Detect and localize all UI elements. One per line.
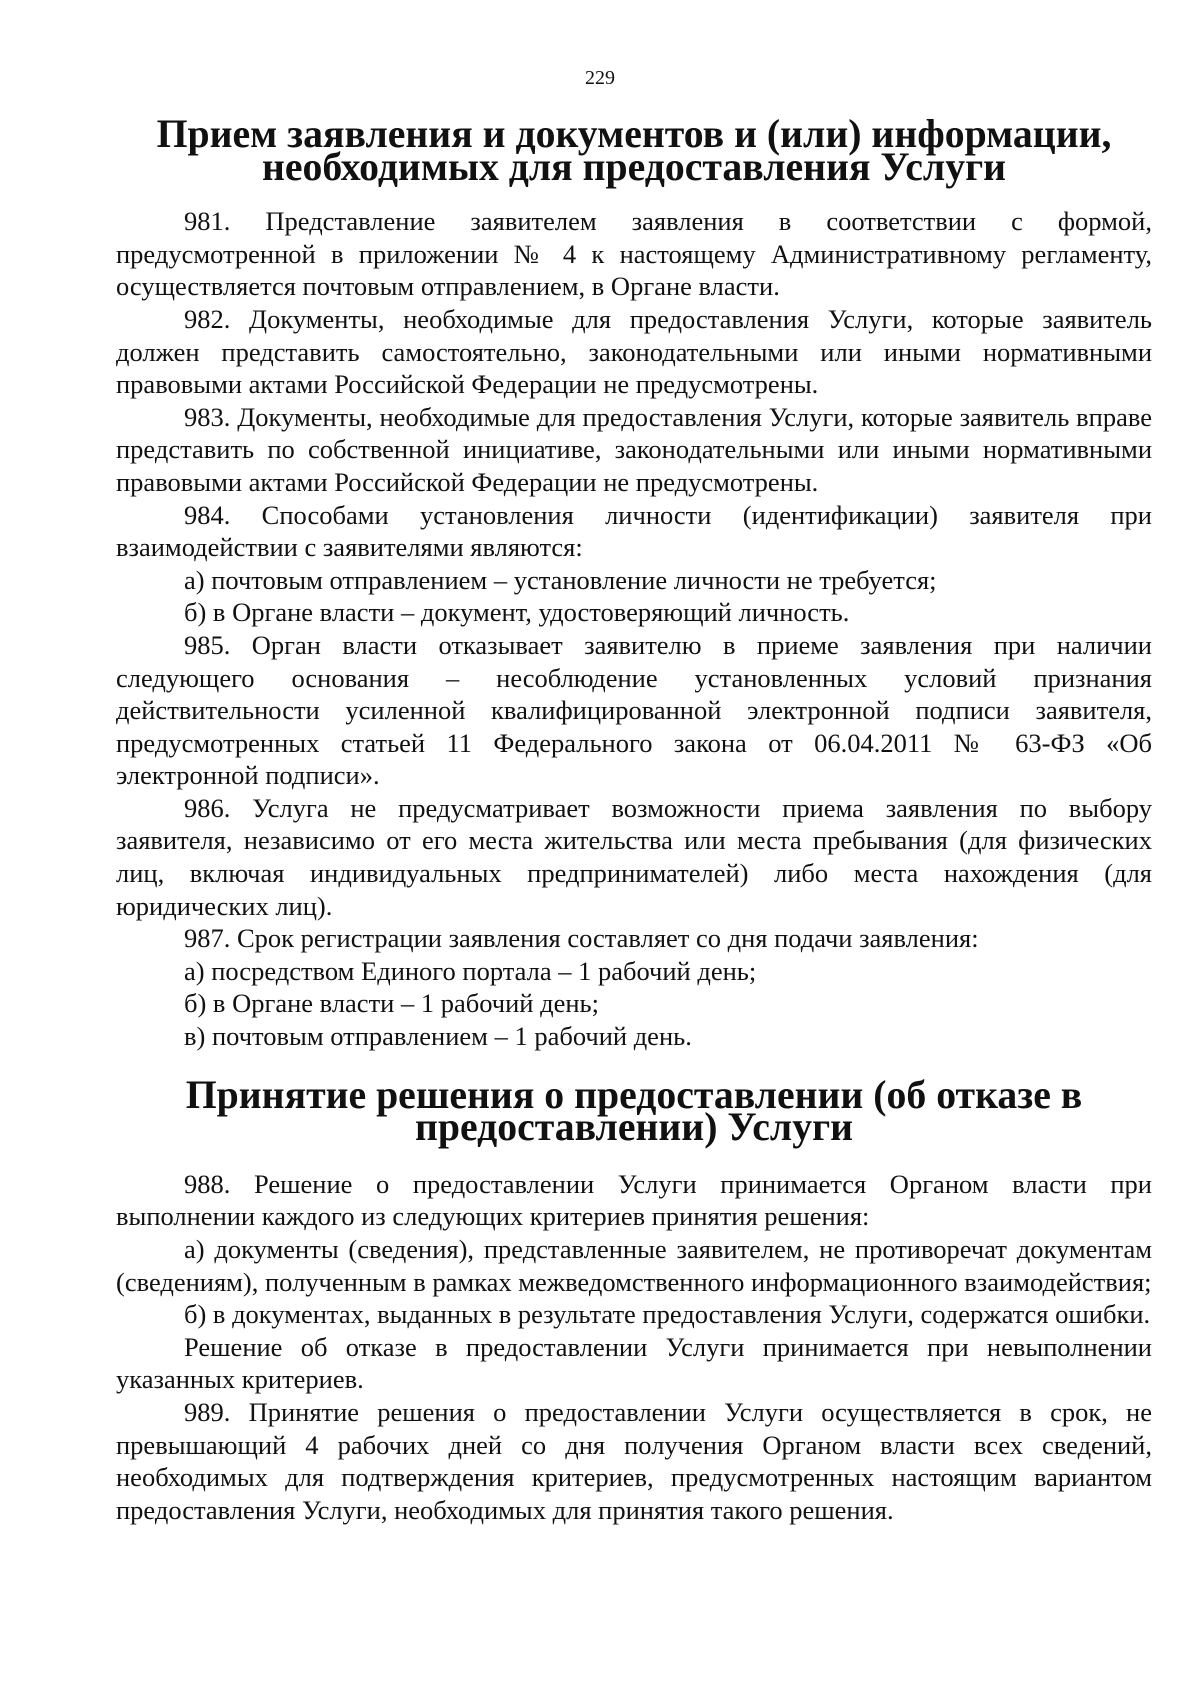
page-number: 229 xyxy=(585,67,615,89)
section-heading-decision: Принятие решения о предоставлении (об отказе в предоставлении) Услуги xyxy=(185,1072,1083,1150)
document-body xyxy=(116,112,1152,1526)
paragraph-987-a: а) посредством Единого портала – 1 рабочий день; xyxy=(184,955,757,986)
paragraph-981: 981. Представление заявителем заявления в соответствии с формой, предусмотренной в приложении № 4 к настоящему Административному регламенту, осуществляется почтовым отправлением, в Органе власти. xyxy=(116,206,1152,302)
section-heading-reception: Прием заявления и документов и (или) информации, необходимых для предоставления Услуги xyxy=(156,112,1112,189)
paragraph-984-a: а) почтовым отправлением – установление личности не требуется; xyxy=(184,564,937,595)
paragraph-988: 988. Решение о предоставлении Услуги принимается Органом власти при выполнении каждого из следующих критериев принятия решения: xyxy=(116,1168,1152,1232)
paragraph-984: 984. Способами установления личности (идентификации) заявителя при взаимодействии с заявителями являются: xyxy=(116,499,1152,563)
paragraph-986: 986. Услуга не предусматривает возможности приема заявления по выбору заявителя, независимо от его места жительства или места пребывания (для физических лиц, включая индивидуальных предпринимателей) либо места нахождения (для юридических лиц). xyxy=(116,792,1152,921)
paragraph-988-a: а) документы (сведения), представленные заявителем, не противоречат документам (сведениям), полученным в рамках межведомственного информационного взаимодействия; xyxy=(116,1234,1152,1297)
paragraph-987: 987. Срок регистрации заявления составляет со дня подачи заявления: xyxy=(184,923,979,954)
paragraph-988-b: б) в документах, выданных в результате предоставления Услуги, содержатся ошибки. xyxy=(184,1299,1151,1330)
paragraph-984-b: б) в Органе власти – документ, удостоверяющий личность. xyxy=(184,597,850,628)
paragraph-987-c: в) почтовым отправлением – 1 рабочий день. xyxy=(184,1021,692,1052)
paragraph-982: 982. Документы, необходимые для предоставления Услуги, которые заявитель должен представить самостоятельно, законодательными или иными нормативными правовыми актами Российской Федерации не предусмотрены. xyxy=(116,303,1152,400)
paragraph-989: 989. Принятие решения о предоставлении Услуги осуществляется в срок, не превышающий 4 рабочих дней со дня получения Органом власти всех сведений, необходимых для подтверждения критериев, предусмотренных настоящим вариантом предоставления Услуги, необходимых для принятия такого решения. xyxy=(116,1396,1152,1525)
paragraph-985: 985. Орган власти отказывает заявителю в приеме заявления при наличии следующего основания – несоблюдение установленных условий признания действительности усиленной квалифицированной электронной подписи заявителя, предусмотренных статьей 11 Федерального закона от 06.04.2011 № 63-ФЗ «Об электронной подписи». xyxy=(116,629,1152,791)
paragraph-988-refusal: Решение об отказе в предоставлении Услуги принимается при невыполнении указанных критериев. xyxy=(116,1331,1152,1395)
paragraph-987-b: б) в Органе власти – 1 рабочий день; xyxy=(184,988,599,1019)
paragraph-983: 983. Документы, необходимые для предоставления Услуги, которые заявитель вправе представить по собственной инициативе, законодательными или иными нормативными правовыми актами Российской Федерации не предусмотрены. xyxy=(116,401,1152,497)
